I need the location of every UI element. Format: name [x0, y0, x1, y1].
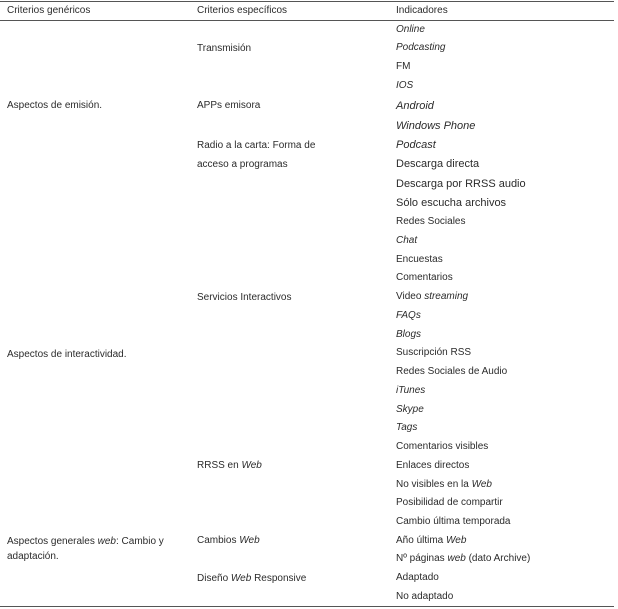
indicator-blogs: Blogs: [396, 329, 422, 340]
indicator-comentarios-visibles: Comentarios visibles: [396, 441, 489, 452]
table-bottom-rule: [0, 606, 614, 607]
generic-web: Aspectos generales web: Cambio y: [7, 536, 164, 547]
indicator-descarga-rrss: Descarga por RRSS audio: [396, 178, 526, 190]
indicator-fm: FM: [396, 61, 411, 72]
indicator-descarga-directa: Descarga directa: [396, 158, 480, 170]
specific-rrss: RRSS en Web: [197, 460, 262, 471]
indicator-skype: Skype: [396, 404, 424, 415]
indicator-no-visibles: No visibles en la Web: [396, 479, 492, 490]
specific-diseno: Diseño Web Responsive: [197, 573, 307, 584]
indicator-redes-sociales: Redes Sociales: [396, 216, 466, 227]
header-specific: Criterios específicos: [197, 5, 288, 16]
indicator-video-streaming: Video streaming: [396, 291, 469, 302]
indicator-ios: IOS: [396, 80, 414, 91]
indicator-windows-phone: Windows Phone: [396, 120, 476, 132]
indicator-online: Online: [396, 24, 425, 35]
specific-cambios: Cambios Web: [197, 535, 260, 546]
generic-web-line2: adaptación.: [7, 551, 59, 562]
indicator-android: Android: [396, 100, 434, 112]
indicator-chat: Chat: [396, 235, 418, 246]
indicator-comentarios: Comentarios: [396, 272, 453, 283]
indicator-solo-escucha: Sólo escucha archivos: [396, 197, 507, 209]
header-indicators: Indicadores: [396, 5, 448, 16]
indicator-encuestas: Encuestas: [396, 254, 443, 265]
specific-apps: APPs emisora: [197, 100, 261, 111]
indicator-faqs: FAQs: [396, 310, 421, 321]
indicator-podcasting: Podcasting: [396, 42, 446, 53]
indicator-redes-audio: Redes Sociales de Audio: [396, 366, 508, 377]
indicator-tags: Tags: [396, 422, 418, 433]
indicator-no-adaptado: No adaptado: [396, 591, 454, 602]
indicator-suscripcion-rss: Suscripción RSS: [396, 347, 472, 358]
indicator-cambio-ultima: Cambio última temporada: [396, 516, 511, 527]
specific-radio-line2: acceso a programas: [197, 159, 288, 170]
indicator-enlaces-directos: Enlaces directos: [396, 460, 470, 471]
table-top-rule: [0, 1, 614, 2]
generic-interactividad: Aspectos de interactividad.: [7, 349, 127, 360]
indicator-podcast: Podcast: [396, 139, 436, 151]
indicator-anio-ultima: Año última Web: [396, 535, 467, 546]
generic-emision: Aspectos de emisión.: [7, 100, 103, 111]
header-generic: Criterios genéricos: [7, 5, 91, 16]
indicator-adaptado: Adaptado: [396, 572, 439, 583]
indicator-posibilidad-compartir: Posibilidad de compartir: [396, 497, 503, 508]
indicator-itunes: iTunes: [396, 385, 426, 396]
indicator-n-paginas: Nº páginas web (dato Archive): [396, 553, 531, 564]
specific-radio-line1: Radio a la carta: Forma de: [197, 140, 316, 151]
specific-servicios: Servicios Interactivos: [197, 292, 292, 303]
specific-transmision: Transmisión: [197, 43, 252, 54]
table-header-rule: [0, 20, 614, 21]
